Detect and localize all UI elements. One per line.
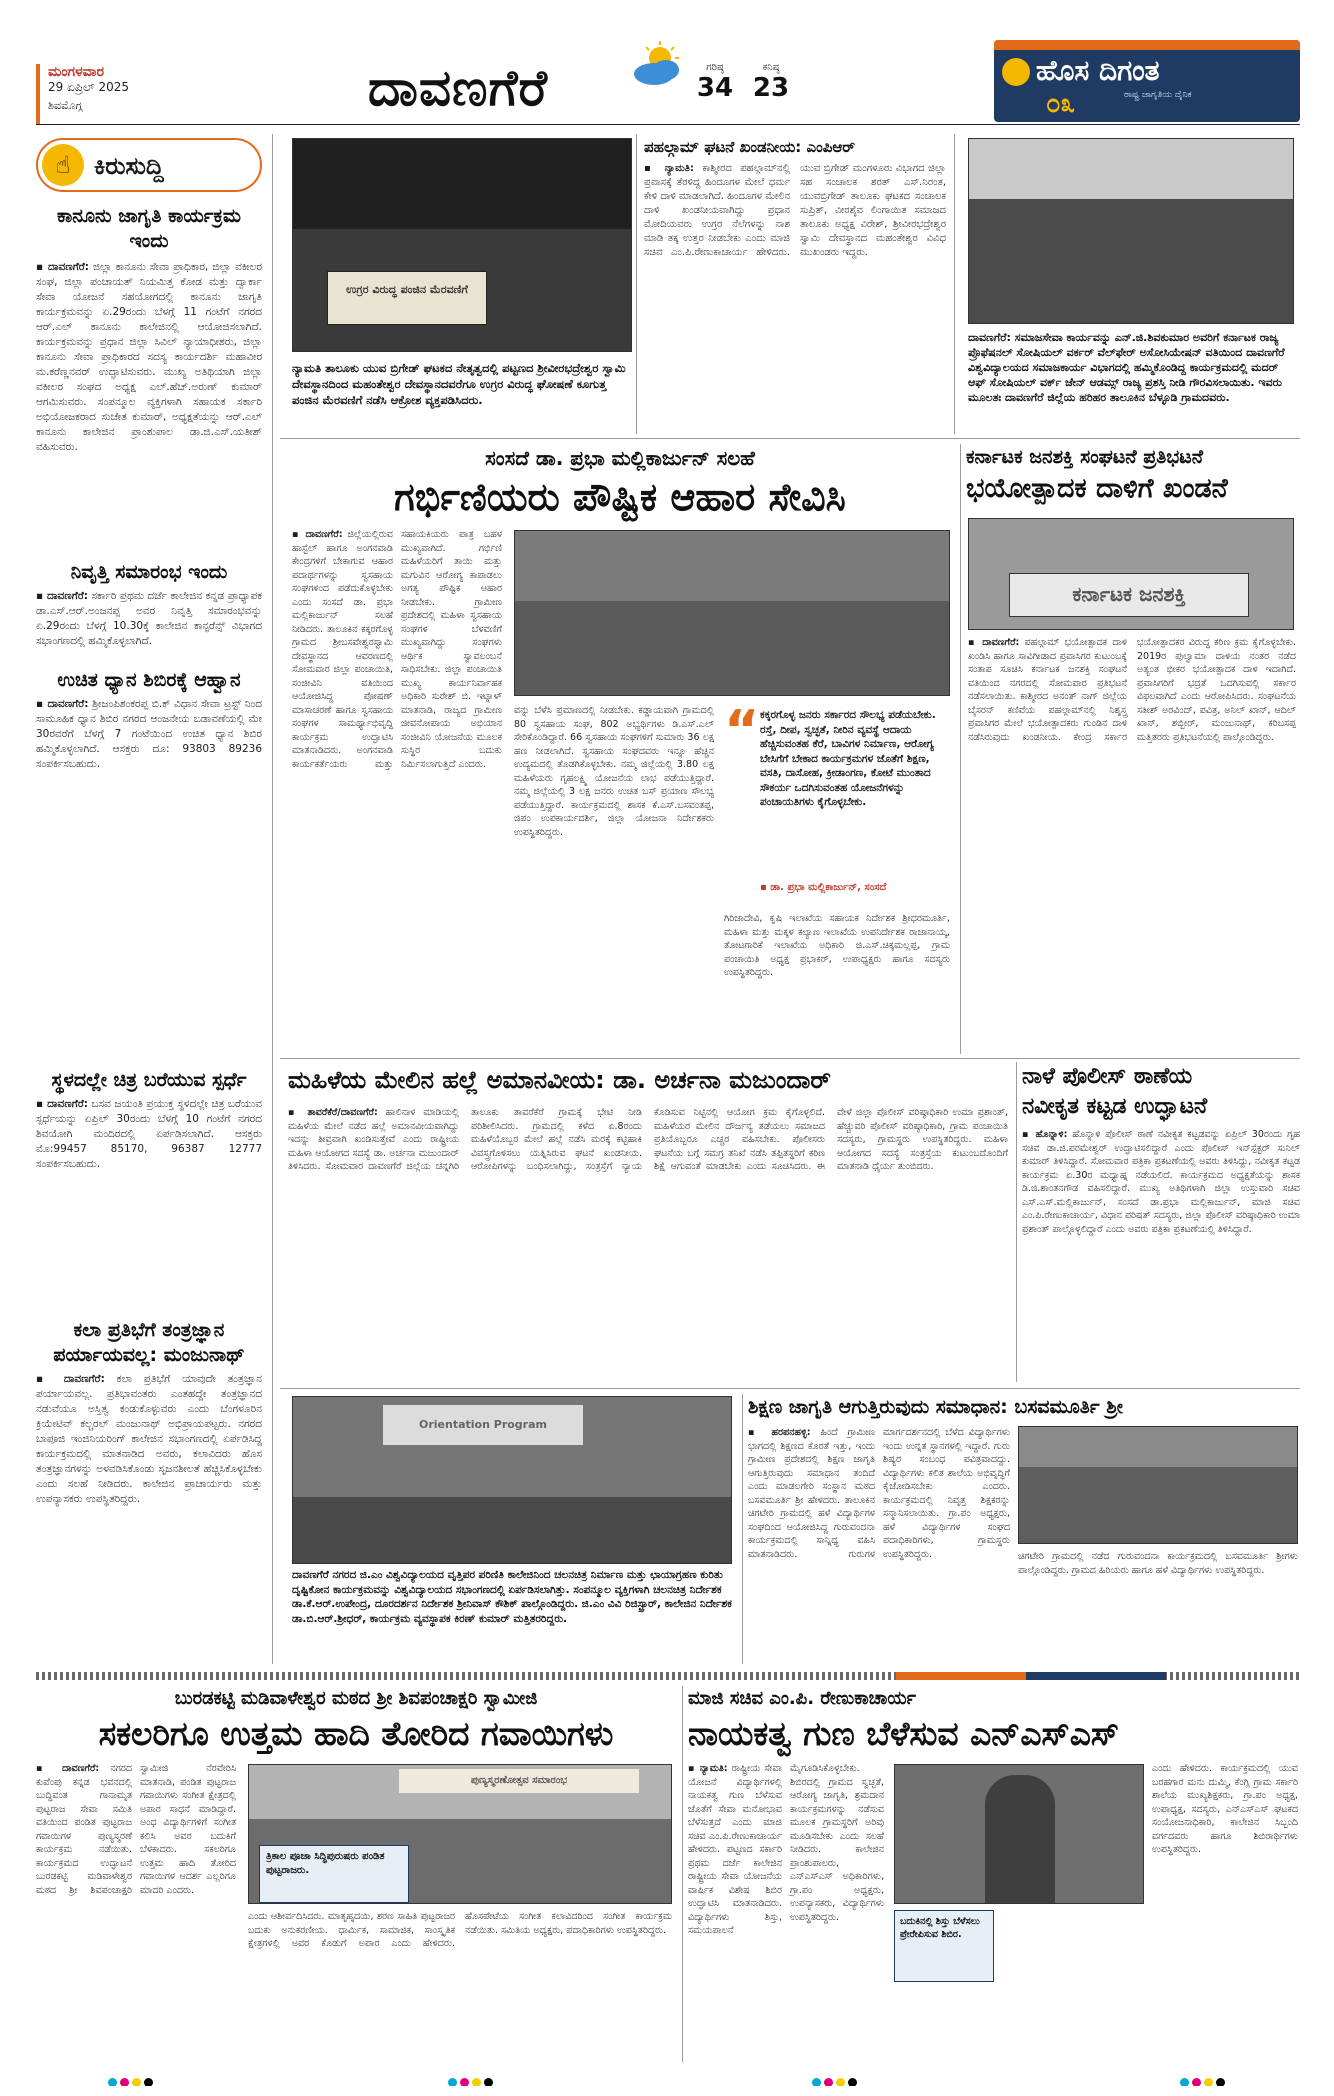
brief-2 xyxy=(36,560,262,660)
nutrition-text-1: ಜಿಲ್ಲೆಯಲ್ಲಿರುವ ಹಾಸ್ಟೆಲ್ ಹಾಗೂ ಅಂಗನವಾಡಿ ಕೇಂದ್ರಗಳಿಗೆ ಬೇಕಾಗುವ ಆಹಾರ ಪದಾರ್ಥಗಳನ್ನು ಸ್ವಸಹಾಯ ಸಂಘಗಳಿಂದ ಪಡೆದುಕೊಳ್ಳಬೇಕು ಎಂದು ಸಂಸದೆ ಡಾ. ಪ್ರಭಾ ಮಲ್ಲಿಕಾರ್ಜುನ್ ಸಲಹೆ ನೀಡಿದರು. ತಾಲೂಕಿನ ಕಕ್ಕರಗೊಳ್ಳ ಗ್ರಾಮದ ಶ್ರೀಬಸವೇಶ್ವರಸ್ವಾಮಿ ದೇವಸ್ಥಾನದ ಆವರಣದಲ್ಲಿ ಸೋಮವಾರ ಜಿಲ್ಲಾ ಪಂಚಾಯಿತಿ, ಸಂಜೀವಿನಿ ವತಿಯಿಂದ ಆಯೋಜಿಸಿದ್ದ ಪೋಷಣ್ ಮಾಸಾಚರಣೆ ಹಾಗೂ ಸ್ವಸಹಾಯ ಸಂಘಗಳ ಸಾಮರ್ಥ್ಯಾಭಿವೃದ್ಧಿ ಕಾರ್ಯಕ್ರಮ ಉದ್ಘಾಟಿಸಿ ಮಾತನಾಡಿದರು. ಅಂಗನವಾಡಿ ಕಾರ್ಯಕರ್ತೆಯರು ಮತ್ತು ಸಹಾಯಕಿಯರು ಪಾತ್ರ ಬಹಳ ಮುಖ್ಯವಾಗಿದೆ. ಗರ್ಭಿಣಿ ಮಹಿಳೆಯರಿಗೆ ತಾಯಿ ಮತ್ತು ಮಗುವಿನ ಆರೋಗ್ಯ ಕಾಪಾಡಲು ಅಗತ್ಯ ಪೌಷ್ಟಿಕ ಆಹಾರ ನೀಡಬೇಕು. ಗ್ರಾಮೀಣ ಪ್ರದೇಶದಲ್ಲಿ ಮಹಿಳಾ ಸ್ವಸಹಾಯ ಸಂಘಗಳ ಬೆಳವಣಿಗೆ ಮುಖ್ಯವಾಗಿದ್ದು ಸಂಘಗಳು ಆರ್ಥಿಕ ಸ್ವಾವಲಂಬನೆ ಸಾಧಿಸಬೇಕು. ಜಿಲ್ಲಾ ಪಂಚಾಯಿತಿ ಮುಖ್ಯ ಕಾರ್ಯನಿರ್ವಾಹಕ ಅಧಿಕಾರಿ ಸುರೇಶ್ ಬಿ. ಇಟ್ನಾಳ್ ಮಾತನಾಡಿ, ರಾಜ್ಯದ ಗ್ರಾಮೀಣ ಜೀವನೋಪಾಯ ಅಭಿಯಾನ ಸಂಜೀವಿನಿ ಯೋಜನೆಯ ಮೂಲಕ ಸುಸ್ಥಿರ ಬದುಕು ನಿರ್ಮಿಸಲಾಗುತ್ತಿದೆ ಎಂದರು. xyxy=(292,529,502,770)
nss-dateline: ▪ ನ್ಯಾಮತಿ: xyxy=(688,1763,728,1774)
gavayi-story xyxy=(36,1686,676,2062)
nss-inset xyxy=(894,1910,994,1982)
dot-magenta xyxy=(120,2078,129,2086)
brief-5-title: ಕಲಾ ಪ್ರತಿಭೆಗೆ ತಂತ್ರಜ್ಞಾನ ಪರ್ಯಾಯವಲ್ಲ: ಮಂಜುನಾಥ್ xyxy=(53,1319,245,1366)
dot-yellow xyxy=(836,2078,845,2086)
dot-black xyxy=(848,2078,857,2086)
shikshana-photo-people xyxy=(1019,1467,1298,1544)
min-temp-block xyxy=(746,62,796,122)
nutrition-quote-box xyxy=(724,706,950,906)
bottom-separator xyxy=(36,1672,1300,1680)
brief-4 xyxy=(36,1068,262,1308)
police-headline-1: ನಾಳೆ ಪೊಲೀಸ್ ಠಾಣೆಯ xyxy=(1022,1064,1193,1089)
weather-icon xyxy=(630,40,686,96)
nutrition-story xyxy=(284,444,956,1054)
gavayi-dateline: ▪ ದಾವಣಗೆರೆ: xyxy=(36,1763,99,1774)
brief-3-dateline: ▪ ದಾವಣಗೆರೆ: xyxy=(36,698,88,710)
divider-seminar xyxy=(742,1394,743,1664)
registration-marks-mid-left xyxy=(448,2072,508,2086)
nutrition-photo xyxy=(514,530,950,696)
brief-1 xyxy=(36,204,262,564)
nutrition-quote: ಕಕ್ಕರಗೊಳ್ಳ ಜನರು ಸರ್ಕಾರದ ಸೌಲಭ್ಯ ಪಡೆಯಬೇಕು. ರಸ್ತೆ, ದೀಪ, ಸ್ವಚ್ಛತೆ, ನೀರಿನ ವ್ಯವಸ್ಥೆ ಆದಾಯ ಹೆಚ್ಚಿಸುವಂತಹ ಕೆರೆ, ಬಾವಿಗಳ ನಿರ್ಮಾಣ, ಆರೋಗ್ಯ ಬೇಸಿಗೆಗೆ ಬೇಕಾದ ಕಾರ್ಯಕ್ರಮಗಳ ಜೊತೆಗೆ ಶಿಕ್ಷಣ, ವಸತಿ, ದಾಸೋಹ, ಕ್ರೀಡಾಂಗಣ, ಕೋಟೆ ಮುಂತಾದ ಸೌಕರ್ಯ ಒದಗಿಸುವಂತಹ ಯೋಜನೆಗಳನ್ನು ಪಂಚಾಯತಿಗಳು ಕೈಗೊಳ್ಳಬೇಕು. xyxy=(760,709,936,808)
divider-row-2 xyxy=(280,1058,1300,1059)
janashakti-dateline: ▪ ದಾವಣಗೆರೆ: xyxy=(968,637,1019,648)
pahalgam-body xyxy=(640,162,950,424)
divider-rally xyxy=(636,134,637,434)
pahalgam-dateline: ▪ ನ್ಯಾಮತಿ: xyxy=(644,163,694,174)
dot-yellow xyxy=(472,2078,481,2086)
lamp-icon xyxy=(1002,58,1030,86)
dot-magenta xyxy=(1192,2078,1201,2086)
divider-nutrition xyxy=(960,444,961,1054)
brief-5-body xyxy=(36,1372,262,1507)
divider-pahalgam xyxy=(954,134,955,434)
rally-torches xyxy=(293,139,632,229)
brief-1-dateline: ▪ ದಾವಣಗೆರೆ: xyxy=(36,261,89,273)
shikshana-headline: ಶಿಕ್ಷಣ ಜಾಗೃತಿ ಆಗುತ್ತಿರುವುದು ಸಮಾಧಾನ: ಬಸವಮೂರ್ತಿ ಶ್ರೀ xyxy=(748,1396,1123,1418)
brief-5-dateline: ▪ ದಾವಣಗೆರೆ: xyxy=(36,1373,105,1385)
brief-1-body xyxy=(36,260,262,455)
column-divider xyxy=(272,134,273,1664)
city-title: ದಾವಣಗೆರೆ xyxy=(368,59,548,117)
rally-photo xyxy=(292,138,632,352)
police-dateline: ▪ ಹೊನ್ನಾಳಿ: xyxy=(1022,1129,1067,1140)
hand-icon: ☝ xyxy=(42,144,84,186)
dot-cyan xyxy=(812,2078,821,2086)
rally-story xyxy=(284,134,636,434)
janashakti-headline-1: ಕರ್ನಾಟಕ ಜನಶಕ್ತಿ ಸಂಘಟನೆ ಪ್ರತಿಭಟನೆ xyxy=(966,446,1204,468)
day-label: ಮಂಗಳವಾರ xyxy=(48,64,105,80)
janashakti-photo xyxy=(968,518,1294,630)
shikshana-dateline: ▪ ಹರಪನಹಳ್ಳಿ: xyxy=(748,1427,811,1438)
brief-2-title: ನಿವೃತ್ತಿ ಸಮಾರಂಭ ಇಂದು xyxy=(70,561,228,583)
dot-black xyxy=(484,2078,493,2086)
dot-magenta xyxy=(460,2078,469,2086)
janashakti-headline-2: ಭಯೋತ್ಪಾದಕ ದಾಳಿಗೆ ಖಂಡನೆ xyxy=(966,473,1228,504)
brief-3-body xyxy=(36,697,262,772)
registration-marks-right xyxy=(1180,2072,1240,2086)
nutrition-body-1 xyxy=(292,528,502,1048)
brief-4-title: ಸ್ಥಳದಲ್ಲೇ ಚಿತ್ರ ಬರೆಯುವ ಸ್ಪರ್ಧೆ xyxy=(51,1069,247,1091)
gavayi-body-2 xyxy=(248,1910,672,2060)
gavayi-headline: ಸಕಲರಿಗೂ ಉತ್ತಮ ಹಾದಿ ತೋರಿದ ಗವಾಯಿಗಳು xyxy=(98,1714,614,1753)
police-headline-2: ನವೀಕೃತ ಕಟ್ಟಡ ಉದ್ಘಾಟನೆ xyxy=(1022,1094,1208,1119)
seminar-screen xyxy=(383,1405,583,1445)
police-body xyxy=(1022,1128,1300,1374)
brief-1-text: ಜಿಲ್ಲಾ ಕಾನೂನು ಸೇವಾ ಪ್ರಾಧಿಕಾರ, ಜಿಲ್ಲಾ ವಕೀಲರ ಸಂಘ, ಜಿಲ್ಲಾ ಪಂಚಾಯತ್ ನಿಯಮಿತ್ತ ಕೋಡ ಮತ್ತು ದ್ವಾರ್ಕಾ ಸೇವಾ ಯೋಜನೆ ಸಹಯೋಗದಲ್ಲಿ ಕಾನೂನು ಜಾಗೃತಿ ಕಾರ್ಯಕ್ರಮವನ್ನು ಏ.29ರಂದು ಬೆಳಗ್ಗೆ 11 ಗಂಟೆಗೆ ನಗರದ ಆರ್.ಎಲ್ ಕಾನೂನು ಕಾಲೇಜಿನಲ್ಲಿ ಆಯೋಜಿಸಲಾಗಿದೆ. ಕಾರ್ಯಕ್ರಮವನ್ನು ಪ್ರಧಾನ ಜಿಲ್ಲಾ ಸಿವಿಲ್ ನ್ಯಾಯಾಧೀಶರು, ಜಿಲ್ಲಾ ಕಾನೂನು ಸೇವಾ ಪ್ರಾಧಿಕಾರದ ಸದಸ್ಯ ಕಾರ್ಯದರ್ಶಿ ಮಹಾವೀರ ಮ.ಕರೆಣ್ಣನವರ್ ಉದ್ಘಾಟಿಸುವರು. ಮುಖ್ಯ ಅತಿಥಿಯಾಗಿ ಜಿಲ್ಲಾ ವಕೀಲರ ಸಂಘದ ಅಧ್ಯಕ್ಷ ಎಲ್.ಹೆಚ್.ಅರುಣ್ ಕುಮಾರ್ ಆಗಮಿಸುವರು. ಸಂಪನ್ಮೂಲ ವ್ಯಕ್ತಿಗಳಾಗಿ ಸಹಾಯಕ ಸರ್ಕಾರಿ ಅಭಿಯೋಜಕರಾದ ಸುಚೇತ ಕುಮಾರ್, ಅಧ್ಯಕ್ಷತೆಯನ್ನು ಆರ್.ಎಲ್ ಕಾನೂನು ಕಾಲೇಜಿನ ಪ್ರಾಂಶುಪಾಲ ಡಾ.ಜಿ.ಎಸ್.ಯತೀಶ್ ವಹಿಸುವರು. xyxy=(36,261,262,453)
dot-black xyxy=(144,2078,153,2086)
nss-story xyxy=(688,1686,1300,2062)
divider-row-3 xyxy=(280,1388,1300,1389)
dot-yellow xyxy=(1204,2078,1213,2086)
kiru-suddi-column xyxy=(36,134,262,1664)
divider-row-1 xyxy=(280,438,1300,439)
janashakti-text: ಪಹಲ್ಗಾಮ್ ಭಯೋತ್ಪಾದಕ ದಾಳಿ ಖಂಡಿಸಿ ಹಾಗೂ ಸಾವಿಗೀಡಾದ ಪ್ರವಾಸಿಗರ ಕುಟುಂಬಕ್ಕೆ ಸಂತಾಪ ಸೂಚಿಸಿ ಕರ್ನಾಟಕ ಜನಶಕ್ತಿ ಸಂಘಟನೆ ವತಿಯಿಂದ ನಗರದಲ್ಲಿ ಸೋಮವಾರ ಪ್ರತಿಭಟನೆ ನಡೆಸಲಾಯಿತು. ಕಾಶ್ಮೀರದ ಅನಂತ್ ನಾಗ್ ಜಿಲ್ಲೆಯ ಬೈಸರನ್ ಕಣಿವೆಯ ಪಹಲ್ಗಾಮ್‌ನಲ್ಲಿ ನಿಶ್ಶಸ್ತ್ರ ಪ್ರವಾಸಿಗರ ಮೇಲೆ ಭಯೋತ್ಪಾದಕರು ಗುಂಡಿನ ದಾಳಿ ನಡೆಸಿರುವುದು ಖಂಡನೀಯ. ಕೇಂದ್ರ ಸರ್ಕಾರ ಭಯೋತ್ಪಾದಕರ ವಿರುದ್ಧ ಕಠಿಣ ಕ್ರಮ ಕೈಗೊಳ್ಳಬೇಕು. 2019ರ ಪುಲ್ವಾಮಾ ದಾಳಿಯ ನಂತರ ನಡೆದ ಅತ್ಯಂತ ಭೀಕರ ಭಯೋತ್ಪಾದಕ ದಾಳಿ ಇದಾಗಿದೆ. ಪ್ರವಾಸಿಗರಿಗೆ ಭದ್ರತೆ ಒದಗಿಸುವಲ್ಲಿ ಸರ್ಕಾರ ವಿಫಲವಾಗಿದೆ ಎಂದು ಆರೋಪಿಸಿದರು. ಸಂಘಟನೆಯ ಸತೀಶ್ ಅರವಿಂದ್, ಪವಿತ್ರ, ಅನಿಲ್ ಖಾನ್, ಆದಿಲ್ ಖಾನ್, ಶಬ್ಬೀರ್, ಮಂಜುನಾಥ್, ಕರಿಬಸಪ್ಪ ಮತ್ತಿತರರು ಪ್ರತಿಭಟನೆಯಲ್ಲಿ ಪಾಲ್ಗೊಂಡಿದ್ದರು. xyxy=(968,637,1296,743)
gavayi-text-2: ಎಂದು ಆಶೀರ್ವದಿಸಿದರು. ಮಾತೃಹೃದಯಿ, ಶರಣ ಸಾಹಿತಿ ಪುಟ್ಟರಾಜರ ಬದುಕು ಅನುಕರಣೀಯ. ಧಾರ್ಮಿಕ, ಸಾಮಾಜಿಕ, ಸಾಂಸ್ಕೃತಿಕ ಕ್ಷೇತ್ರಗಳಲ್ಲಿ ಅವರ ಕೊಡುಗೆ ಅಪಾರ ಎಂದು ಹೇಳಿದರು. ಹೊಸಪೇಟೆಯ ಸಂಗೀತ ಕಲಾವಿದರಿಂದ ಸಂಗೀತ ಕಾರ್ಯಕ್ರಮ ನಡೆಯಿತು. ಸಮಿತಿಯ ಅಧ್ಯಕ್ಷರು, ಪದಾಧಿಕಾರಿಗಳು ಉಪಸ್ಥಿತರಿದ್ದರು. xyxy=(248,1911,672,1949)
dot-cyan xyxy=(108,2078,117,2086)
dot-black xyxy=(1216,2078,1225,2086)
gavayi-stage-text: ಪುಣ್ಯಸ್ಮರಣೋತ್ಸವ ಸಮಾರಂಭ xyxy=(470,1775,568,1786)
pahalgam-story xyxy=(640,134,950,434)
nss-text: ರಾಷ್ಟ್ರೀಯ ಸೇವಾ ಯೋಜನೆ ವಿದ್ಯಾರ್ಥಿಗಳಲ್ಲಿ ನಾಯಕತ್ವ ಗುಣ ಬೆಳೆಸುವ ಜೊತೆಗೆ ಸೇವಾ ಮನೋಭಾವ ಬೆಳೆಸುತ್ತದೆ ಎಂದು ಮಾಜಿ ಸಚಿವ ಎಂ.ಪಿ.ರೇಣುಕಾಚಾರ್ಯ ಹೇಳಿದರು. ಪಟ್ಟಣದ ಸರ್ಕಾರಿ ಪ್ರಥಮ ದರ್ಜೆ ಕಾಲೇಜಿನ ರಾಷ್ಟ್ರೀಯ ಸೇವಾ ಯೋಜನೆಯ ವಾರ್ಷಿಕ ವಿಶೇಷ ಶಿಬಿರ ಉದ್ಘಾಟಿಸಿ ಮಾತನಾಡಿದರು. ವಿದ್ಯಾರ್ಥಿಗಳು ಶಿಸ್ತು, ಸಮಯಪಾಲನೆ ಮೈಗೂಡಿಸಿಕೊಳ್ಳಬೇಕು. ಶಿಬಿರದಲ್ಲಿ ಗ್ರಾಮದ ಸ್ವಚ್ಛತೆ, ಆರೋಗ್ಯ ಜಾಗೃತಿ, ಶ್ರಮದಾನ ಕಾರ್ಯಕ್ರಮಗಳನ್ನು ನಡೆಸುವ ಮೂಲಕ ಗ್ರಾಮಸ್ಥರಿಗೆ ಅರಿವು ಮೂಡಿಸಬೇಕು ಎಂದು ಸಲಹೆ ನೀಡಿದರು. ಕಾಲೇಜಿನ ಪ್ರಾಂಶುಪಾಲರು, ಎನ್‌ಎಸ್‌ಎಸ್ ಅಧಿಕಾರಿಗಳು, ಗ್ರಾ.ಪಂ ಅಧ್ಯಕ್ಷರು, ಉಪನ್ಯಾಸಕರು, ವಿದ್ಯಾರ್ಥಿಗಳು ಉಪಸ್ಥಿತರಿದ್ದರು. xyxy=(688,1763,884,1936)
mahile-story xyxy=(284,1062,1010,1382)
shikshana-photo xyxy=(1018,1426,1298,1544)
janashakti-banner-text: ಕರ್ನಾಟಕ ಜನಶಕ್ತಿ xyxy=(1072,582,1186,606)
dot-magenta xyxy=(824,2078,833,2086)
nss-speaker xyxy=(985,1775,1055,1904)
nutrition-quote-by: ▪ ಡಾ. ಪ್ರಭಾ ಮಲ್ಲಿಕಾರ್ಜುನ್, ಸಂಸದೆ xyxy=(760,882,887,893)
pahalgam-headline: ಪಹಲ್ಗಾಮ್ ಘಟನೆ ಖಂಡನೀಯ: ಎಂಪಿಆರ್ xyxy=(644,138,856,156)
mahile-dateline: ▪ ತಾವರೆಕೆರೆ/ದಾವಣಗೆರೆ: xyxy=(288,1107,378,1118)
paper-tagline: ರಾಷ್ಟ್ರ ಜಾಗೃತಿಯ ದೈನಿಕ xyxy=(1124,90,1192,100)
award-caption: ದಾವಣಗೆರೆ: ಸಮಾಜಸೇವಾ ಕಾರ್ಯವನ್ನು ಎನ್.ಜಿ.ಶಿವಕುಮಾರ ಅವರಿಗೆ ಕರ್ನಾಟಕ ರಾಜ್ಯ ಪ್ರೊಫೆಷನಲ್ ಸೋಷಿಯಲ್ ವರ್ಕರ್ ವೆಲ್‌ಫೇರ್ ಅಸೋಸಿಯೇಷನ್ ವತಿಯಿಂದ ದಾವಣಗೆರೆ ವಿಶ್ವವಿದ್ಯಾಲಯದ ಸಮಾಜಕಾರ್ಯ ವಿಭಾಗದಲ್ಲಿ ಹಮ್ಮಿಕೊಂಡಿದ್ದ ಕಾರ್ಯಕ್ರಮದಲ್ಲಿ ಮದರ್ ಆಫ್ ಸೋಷಿಯಲ್ ವರ್ಕ್ ಜೇನ್ ಆಡಮ್ಸ್ ರಾಜ್ಯ ಪ್ರಶಸ್ತಿ ನೀಡಿ ಗೌರವಿಸಲಾಯಿತು. ಇವರು ಮೂಲತಃ ದಾವಣಗೆರೆ ಜಿಲ್ಲೆಯ ಹರಿಹರ ತಾಲೂಕಿನ ಬೆಳ್ಳೂಡಿ ಗ್ರಾಮದವರು. xyxy=(968,331,1285,404)
gavayi-kicker: ಬುರಡಕಟ್ಟಿ ಮಡಿವಾಳೇಶ್ವರ ಮಠದ ಶ್ರೀ ಶಿವಪಂಚಾಕ್ಷರಿ ಸ್ವಾಮೀಜಿ xyxy=(174,1688,538,1709)
divider-gavayi xyxy=(682,1686,683,2062)
brief-5 xyxy=(36,1318,262,1664)
nutrition-headline: ಗರ್ಭಿಣಿಯರು ಪೌಷ್ಟಿಕ ಆಹಾರ ಸೇವಿಸಿ xyxy=(394,475,846,519)
seminar-story xyxy=(284,1394,736,1664)
dot-cyan xyxy=(1180,2078,1189,2086)
kiru-suddi-label: ಕಿರುಸುದ್ದಿ xyxy=(94,152,164,180)
mahile-headline: ಮಹಿಳೆಯ ಮೇಲಿನ ಹಲ್ಲೆ ಅಮಾನವೀಯ: ಡಾ. ಅರ್ಚನಾ ಮಜುಂದಾರ್ xyxy=(288,1066,831,1094)
shikshana-caption: ಚಿಗಟೇರಿ ಗ್ರಾಮದಲ್ಲಿ ನಡೆದ ಗುರುವಂದನಾ ಕಾರ್ಯಕ್ರಮದಲ್ಲಿ ಬಸವಮೂರ್ತಿ ಶ್ರೀಗಳು ಪಾಲ್ಗೊಂಡಿದ್ದರು. ಗ್ರಾಮದ ಹಿರಿಯರು ಹಾಗೂ ಹಳೆ ವಿದ್ಯಾರ್ಥಿಗಳು ಉಪಸ್ಥಿತರಿದ್ದರು. xyxy=(1018,1551,1298,1576)
brief-3-title: ಉಚಿತ ಧ್ಯಾನ ಶಿಬಿರಕ್ಕೆ ಆಹ್ವಾನ xyxy=(57,669,241,691)
seminar-photo xyxy=(292,1396,732,1564)
rally-banner xyxy=(327,271,487,325)
masthead-rule xyxy=(36,124,1300,125)
registration-marks-left xyxy=(108,2072,168,2086)
brief-4-text: ಬಸವ ಜಯಂತಿ ಪ್ರಯುಕ್ತ ಸ್ಥಳದಲ್ಲೇ ಚಿತ್ರ ಬರೆಯುವ ಸ್ಪರ್ಧೆಯನ್ನು ಏಪ್ರಿಲ್ 30ರಂದು ಬೆಳಗ್ಗೆ 10 ಗಂಟೆಗೆ ನಗರದ ಶಿವಯೋಗಿ ಮಂದಿರದಲ್ಲಿ ಏರ್ಪಡಿಸಲಾಗಿದೆ. ಆಸಕ್ತರು ಮೊ:99457 85170, 96387 12777 ಸಂಪರ್ಕಿಸಬಹುದು. xyxy=(36,1098,262,1170)
kiru-suddi-badge xyxy=(36,138,262,192)
masthead xyxy=(0,0,1334,125)
nss-text-2: ಎಂದು ಹೇಳಿದರು. ಕಾರ್ಯಕ್ರಮದಲ್ಲಿ ಯುವ ಬರಹಗಾರ ಮನು ದುಮ್ಮಿ, ಕೆಂಗ್ಲಿ ಗ್ರಾಮ ಸರ್ಕಾರಿ ಶಾಲೆಯ ಮುಖ್ಯಶಿಕ್ಷಕರು, ಗ್ರಾ.ಪಂ ಅಧ್ಯಕ್ಷ, ಉಪಾಧ್ಯಕ್ಷ, ಸದಸ್ಯರು, ಎನ್‌ಎಸ್‌ಎಸ್ ಘಟಕದ ಸಂಯೋಜನಾಧಿಕಾರಿ, ಕಾಲೇಜಿನ ಸಿಬ್ಬಂದಿ ವರ್ಗದವರು ಹಾಗೂ ಶಿಬಿರಾರ್ಥಿಗಳು ಉಪಸ್ಥಿತರಿದ್ದರು. xyxy=(1152,1763,1298,1855)
separator-accent-2 xyxy=(1026,1672,1166,1680)
divider-mahile xyxy=(1016,1062,1017,1382)
nutrition-text-3: ಗಿರಿಜಾದೇವಿ, ಕೃಷಿ ಇಲಾಖೆಯ ಸಹಾಯಕ ನಿರ್ದೇಶಕ ಶ್ರೀಧರಮೂರ್ತಿ, ಮಹಿಳಾ ಮತ್ತು ಮಕ್ಕಳ ಕಲ್ಯಾಣ ಇಲಾಖೆಯ ಉಪನಿರ್ದೇಶಕ ರಾಜಾನಾಯ್ಕ, ತೋಟಗಾರಿಕೆ ಇಲಾಖೆಯ ಅಧಿಕಾರಿ ಜಿ.ಎಸ್.ಚಿಕ್ಕಮಲ್ಲಪ್ಪ, ಗ್ರಾಮ ಪಂಚಾಯಿತಿ ಅಧ್ಯಕ್ಷ ಪ್ರಭಾಕರ್, ಉಪಾಧ್ಯಕ್ಷರು ಹಾಗೂ ಸದಸ್ಯರು ಉಪಸ್ಥಿತರಿದ್ದರು. xyxy=(724,913,950,978)
award-story xyxy=(960,134,1300,434)
quote-icon: “ xyxy=(724,706,760,746)
brief-3-text: ಶ್ರೀಜಂಪಿಶಂಕರಪ್ಪ ಬಿ.ಕ್ ವಿಧಾನ ಸೇವಾ ಟ್ರಸ್ಟ್ ನಿಂದ ಸಾಮೂಹಿಕ ಧ್ಯಾನ ಶಿಬಿರ ನಗರದ ಆಂಜನೇಯ ಬಡಾವಣೆಯಲ್ಲಿ ಮೇ 30ರವರೆಗೆ ಬೆಳಗ್ಗೆ 7 ಗಂಟೆಯಿಂದ ಉಚಿತ ಧ್ಯಾನ ಶಿಬಿರ ಹಮ್ಮಿಕೊಳ್ಳಲಾಗಿದೆ. ಆಸಕ್ತರು ದೂ: 93803 89236 ಸಂಪರ್ಕಿಸಬಹುದು. xyxy=(36,698,262,770)
page-number: ೦೩ xyxy=(1046,89,1076,119)
brief-1-title: ಕಾನೂನು ಜಾಗೃತಿ ಕಾರ್ಯಕ್ರಮ ಇಂದು xyxy=(57,205,241,252)
place-label: ಶಿವಮೊಗ್ಗ xyxy=(48,99,83,112)
police-text: ಹೊನ್ನಾಳಿ ಪೊಲೀಸ್ ಠಾಣೆ ನವೀಕೃತ ಕಟ್ಟಡವನ್ನು ಏಪ್ರಿಲ್ 30ರಂದು ಗೃಹ ಸಚಿವ ಡಾ.ಜಿ.ಪರಮೇಶ್ವರ್ ಉದ್ಘಾಟಿಸಲಿದ್ದಾರೆ ಎಂದು ಪೊಲೀಸ್ ಇನ್‌ಸ್ಪೆಕ್ಟರ್ ಸುನಿಲ್ ಕುಮಾರ್ ತಿಳಿಸಿದ್ದಾರೆ. ಸೋಮವಾರ ಪತ್ರಿಕಾ ಪ್ರಕಟಣೆಯಲ್ಲಿ ಅವರು ತಿಳಿಸಿದ್ದು, ನವೀಕೃತ ಕಟ್ಟಡ ಕಾರ್ಯಕ್ರಮ ಏ.30ರ ಮಧ್ಯಾಹ್ನ ನಡೆಯಲಿದೆ. ಕಾರ್ಯಕ್ರಮದ ಅಧ್ಯಕ್ಷತೆಯನ್ನು ಶಾಸಕ ಡಿ.ಜಿ.ಶಾಂತನಗೌಡ ವಹಿಸಲಿದ್ದಾರೆ. ಮುಖ್ಯ ಅತಿಥಿಗಳಾಗಿ ಜಿಲ್ಲಾ ಉಸ್ತುವಾರಿ ಸಚಿವ ಎಸ್.ಎಸ್.ಮಲ್ಲಿಕಾರ್ಜುನ್, ಸಂಸದೆ ಡಾ.ಪ್ರಭಾ ಮಲ್ಲಿಕಾರ್ಜುನ್, ಮಾಜಿ ಸಚಿವ ಎಂ.ಪಿ.ರೇಣುಕಾಚಾರ್ಯ, ವಿಧಾನ ಪರಿಷತ್ ಸದಸ್ಯರು, ಜಿಲ್ಲಾ ಪೊಲೀಸ್ ವರಿಷ್ಠಾಧಿಕಾರಿ ಉಮಾ ಪ್ರಶಾಂತ್ ಪಾಲ್ಗೊಳ್ಳಲಿದ್ದಾರೆ ಎಂದು ಅವರು ಪತ್ರಿಕಾ ಪ್ರಕಟಣೆಯಲ್ಲಿ ತಿಳಿಸಿದ್ದಾರೆ. xyxy=(1022,1129,1300,1235)
nutrition-photo-crowd xyxy=(515,601,950,696)
award-people xyxy=(969,199,1294,324)
dot-yellow xyxy=(132,2078,141,2086)
dot-cyan xyxy=(448,2078,457,2086)
rally-banner-text: ಉಗ್ರರ ವಿರುದ್ಧ ಪಂಜಿನ ಮೆರವಣಿಗೆ xyxy=(346,283,468,296)
gavayi-inset-text: ತ್ರಿಕಾಲ ಪೂಜಾ ಸಿದ್ಧಿಪುರುಷರು ಪಂಡಿತ ಪುಟ್ಟರಾಜರು. xyxy=(266,1851,385,1876)
nutrition-quote-author: ಡಾ. ಪ್ರಭಾ ಮಲ್ಲಿಕಾರ್ಜುನ್, ಸಂಸದೆ xyxy=(770,882,887,893)
police-story xyxy=(1022,1062,1300,1382)
nutrition-body-3 xyxy=(724,912,950,1048)
brief-5-text: ಕಲಾ ಪ್ರತಿಭೆಗೆ ಯಾವುದೇ ತಂತ್ರಜ್ಞಾನ ಪರ್ಯಾಯವಲ್ಲ. ಪ್ರತಿಭಾವಂತರು ಎಂತಹದ್ದೇ ತಂತ್ರಜ್ಞಾನದ ನಡುವೆಯೂ ಅಸ್ತಿತ್ವ ಕಂಡುಕೊಳ್ಳುವರು ಎಂದು ಬೆಂಗಳೂರಿನ ಕ್ರಿಯೇಟಿವ್ ಕಲ್ಚರಲ್ ಮಂಜುನಾಥ್ ಅಭಿಪ್ರಾಯಪಟ್ಟರು. ನಗರದ ಬಾಪೂಜಿ ಇಂಜಿನಿಯರಿಂಗ್ ಕಾಲೇಜಿನ ಸಭಾಂಗಣದಲ್ಲಿ ಏರ್ಪಡಿಸಿದ್ದ ಕಾರ್ಯಕ್ರಮದಲ್ಲಿ ಮಾತನಾಡಿದ ಅವರು, ಕಲಾವಿದರು ಹೊಸ ತಂತ್ರಜ್ಞಾನಗಳನ್ನು ಅಳವಡಿಸಿಕೊಂಡು ಸೃಜನಶೀಲತೆ ಹೆಚ್ಚಿಸಿಕೊಳ್ಳಬೇಕು ಎಂದು ಸಲಹೆ ನೀಡಿದರು. ಕಾಲೇಜಿನ ಪ್ರಾಚಾರ್ಯರು ಮತ್ತು ಉಪನ್ಯಾಸಕರು ಉಪಸ್ಥಿತರಿದ್ದರು. xyxy=(36,1373,262,1505)
nss-kicker: ಮಾಜಿ ಸಚಿವ ಎಂ.ಪಿ. ರೇಣುಕಾಚಾರ್ಯ xyxy=(688,1688,916,1709)
gavayi-inset xyxy=(259,1845,409,1903)
min-temp-label: ಕನಿಷ್ಠ xyxy=(762,62,780,73)
min-temp-value: 23 xyxy=(752,73,790,103)
nutrition-dateline: ▪ ದಾವಣಗೆರೆ: xyxy=(292,529,343,540)
nutrition-body-2 xyxy=(514,704,714,1048)
nutrition-text-2: ವನ್ನು ಬೆಳೆಸಿ ಪ್ರಮಾಣದಲ್ಲಿ ನೀಡಬೇಕು. ಕಡ್ಡಾಯವಾಗಿ ಗ್ರಾಮದಲ್ಲಿ 80 ಸ್ವಸಹಾಯ ಸಂಘ, 802 ಅಭ್ಯರ್ಥಿಗಳು ಡಿ.ಎಸ್.ಎಲ್ ಸೇರಿಕೊಂಡಿದ್ದಾರೆ. 66 ಸ್ವಸಹಾಯ ಸಂಘಗಳಿಗೆ ಸುಮಾರು 36 ಲಕ್ಷ ಹಣ ನೀಡಲಾಗಿದೆ. ಸ್ವಸಹಾಯ ಸಂಘದವರು ಇನ್ನೂ ಹೆಚ್ಚಿನ ಉದ್ಯಮದಲ್ಲಿ ತೊಡಗಿಕೊಳ್ಳಬೇಕು. ನಮ್ಮ ಜಿಲ್ಲೆಯಲ್ಲಿ 3.80 ಲಕ್ಷ ಮಹಿಳೆಯರು ಗೃಹಲಕ್ಷ್ಮಿ ಯೋಜನೆಯ ಲಾಭ ಪಡೆಯುತ್ತಿದ್ದಾರೆ. ನಮ್ಮ ಜಿಲ್ಲೆಯಲ್ಲಿ 3 ಲಕ್ಷ ಜನರು ಉಚಿತ ಬಸ್ ಪ್ರಯಾಣ ಸೌಲಭ್ಯ ಪಡೆಯುತ್ತಿದ್ದಾರೆ. ಕಾರ್ಯಕ್ರಮದಲ್ಲಿ ಶಾಸಕ ಕೆ.ಎಸ್.ಬಸವಂತಪ್ಪ, ಜಿಪಂ ಉಪಕಾರ್ಯದರ್ಶಿ, ಜಿಲ್ಲಾ ಯೋಜನಾ ನಿರ್ದೇಶಕರು ಉಪಸ್ಥಿತರಿದ್ದರು. xyxy=(514,705,714,838)
gavayi-photo xyxy=(248,1764,672,1904)
brief-2-text: ಸರ್ಕಾರಿ ಪ್ರಥಮ ದರ್ಜೆ ಕಾಲೇಜಿನ ಕನ್ನಡ ಪ್ರಾಧ್ಯಾಪಕ ಡಾ.ಎಸ್.ಆರ್.ಅಂಜನಪ್ಪ ಅವರ ನಿವೃತ್ತಿ ಸಮಾರಂಭವನ್ನು ಏ.29ರಂದು ಬೆಳಗ್ಗೆ 10.30ಕ್ಕೆ ಕಾಲೇಜಿನ ಕಾನ್ಫರೆನ್ಸ್ ವಿಭಾಗದ ಸಭಾಂಗಣದಲ್ಲಿ ಹಮ್ಮಿಕೊಳ್ಳಲಾಗಿದೆ. xyxy=(36,590,262,647)
janashakti-story xyxy=(966,444,1300,1054)
brief-4-body xyxy=(36,1097,262,1172)
gavayi-banner xyxy=(399,1769,639,1793)
paper-name: ಹೊಸ ದಿಗಂತ xyxy=(1036,54,1160,87)
nss-body xyxy=(688,1762,884,2060)
separator-accent xyxy=(896,1672,1026,1680)
max-temp-label: ಗರಿಷ್ಠ xyxy=(706,62,724,73)
brief-2-dateline: ▪ ದಾವಣಗೆರೆ: xyxy=(36,590,88,602)
shikshana-text: ಹಿಂದೆ ಗ್ರಾಮೀಣ ಭಾಗದಲ್ಲಿ ಶಿಕ್ಷಣದ ಕೊರತೆ ಇತ್ತು, ಇಂದು ಗ್ರಾಮೀಣ ಪ್ರದೇಶದಲ್ಲಿ ಶಿಕ್ಷಣ ಜಾಗೃತಿ ಆಗುತ್ತಿರುವುದು ಸಮಾಧಾನ ತಂದಿದೆ ಎಂದು ಮಾಡಲಗೇರಿ ಸಂಸ್ಥಾನ ಮಠದ ಬಸವಮೂರ್ತಿ ಶ್ರೀ ಹೇಳಿದರು. ತಾಲೂಕಿನ ಚಿಗಟೇರಿ ಗ್ರಾಮದಲ್ಲಿ ಹಳೆ ವಿದ್ಯಾರ್ಥಿಗಳ ಸಂಘದಿಂದ ಆಯೋಜಿಸಿದ್ದ ಗುರುವಂದನಾ ಕಾರ್ಯಕ್ರಮದಲ್ಲಿ ಸಾನ್ನಿಧ್ಯ ವಹಿಸಿ ಮಾತನಾಡಿದರು. ಗುರುಗಳ ಮಾರ್ಗದರ್ಶನದಲ್ಲಿ ಬೆಳೆದ ವಿದ್ಯಾರ್ಥಿಗಳು ಇಂದು ಉನ್ನತ ಸ್ಥಾನಗಳಲ್ಲಿ ಇದ್ದಾರೆ. ಗುರು ಶಿಷ್ಯರ ಸಂಬಂಧ ಪವಿತ್ರವಾದದ್ದು. ವಿದ್ಯಾರ್ಥಿಗಳು ಕಲಿತ ಶಾಲೆಯ ಅಭಿವೃದ್ಧಿಗೆ ಕೈಜೋಡಿಸಬೇಕು ಎಂದರು. ಕಾರ್ಯಕ್ರಮದಲ್ಲಿ ನಿವೃತ್ತ ಶಿಕ್ಷಕರನ್ನು ಸನ್ಮಾನಿಸಲಾಯಿತು. ಗ್ರಾ.ಪಂ ಅಧ್ಯಕ್ಷರು, ಹಳೆ ವಿದ್ಯಾರ್ಥಿಗಳ ಸಂಘದ ಪದಾಧಿಕಾರಿಗಳು, ಗ್ರಾಮಸ್ಥರು ಉಪಸ್ಥಿತರಿದ್ದರು. xyxy=(748,1427,1010,1560)
logo-accent xyxy=(994,40,1300,50)
gavayi-text: ನಗರದ ಕುವೆಂಪು ಕನ್ನಡ ಭವನದಲ್ಲಿ ಬುದ್ಧಿವಂತ ಗಾನಾಮೃತ ಪುಟ್ಟರಾಜ ಸೇವಾ ಸಮಿತಿ ವತಿಯಿಂದ ಪಂಡಿತ ಪುಟ್ಟರಾಜ ಗವಾಯಿಗಳ ಪುಣ್ಯಸ್ಮರಣೆ ಕಾರ್ಯಕ್ರಮ ನಡೆಯಿತು. ಕಾರ್ಯಕ್ರಮದ ಉದ್ಘಾಟನೆ ಬುರಡಕಟ್ಟಿ ಮಡಿವಾಳೇಶ್ವರ ಮಠದ ಶ್ರೀ ಶಿವಪಂಚಾಕ್ಷರಿ ಸ್ವಾಮೀಜಿ ನೆರವೇರಿಸಿ ಮಾತನಾಡಿ, ಪಂಡಿತ ಪುಟ್ಟರಾಜ ಗವಾಯಿಗಳು ಸಂಗೀತ ಕ್ಷೇತ್ರದಲ್ಲಿ ಅಪಾರ ಸಾಧನೆ ಮಾಡಿದ್ದಾರೆ. ಅಂಧ ವಿದ್ಯಾರ್ಥಿಗಳಿಗೆ ಸಂಗೀತ ಕಲಿಸಿ ಅವರ ಬದುಕಿಗೆ ಬೆಳಕಾದರು. ಸಕಲರಿಗೂ ಉತ್ತಮ ಹಾದಿ ತೋರಿದ ಗವಾಯಿಗಳ ಆದರ್ಶ ಎಲ್ಲರಿಗೂ ಮಾದರಿ ಎಂದರು. xyxy=(36,1763,236,1896)
nss-headline: ನಾಯಕತ್ವ ಗುಣ ಬೆಳೆಸುವ ಎನ್‌ಎಸ್‌ಎಸ್ xyxy=(688,1714,1120,1753)
max-temp-block xyxy=(690,62,740,122)
nss-body-2 xyxy=(1152,1762,1298,2060)
janashakti-banner xyxy=(1009,573,1249,617)
rally-caption: ನ್ಯಾಮತಿ ತಾಲೂಕು ಯುವ ಬ್ರಿಗೇಡ್ ಘಟಕದ ನೇತೃತ್ವದಲ್ಲಿ ಪಟ್ಟಣದ ಶ್ರೀವೀರಭದ್ರೇಶ್ವರ ಸ್ವಾಮಿ ದೇವಸ್ಥಾನದಿಂದ ಮಹಂತೇಶ್ವರ ದೇವಸ್ಥಾನದವರೆಗೂ ಉಗ್ರರ ವಿರುದ್ಧ ಘೋಷಣೆ ಕೂಗುತ್ತ ಪಂಜಿನ ಮೆರವಣಿಗೆ ನಡೆಸಿ ಆಕ್ರೋಶ ವ್ಯಕ್ತಪಡಿಸಿದರು. xyxy=(292,361,626,407)
award-photo xyxy=(968,138,1294,324)
registration-marks-mid-right xyxy=(812,2072,872,2086)
seminar-stage-text: Orientation Program xyxy=(419,1418,547,1431)
nutrition-kicker: ಸಂಸದೆ ಡಾ. ಪ್ರಭಾ ಮಲ್ಲಿಕಾರ್ಜುನ್ ಸಲಹೆ xyxy=(485,446,755,470)
brief-2-body xyxy=(36,589,262,649)
max-temp-value: 34 xyxy=(696,73,734,103)
mahile-text: ಹಾಲಿನಾಳ ಮಾಡಿಯಲ್ಲಿ ಮಹಿಳೆಯ ಮೇಲೆ ನಡೆದ ಹಲ್ಲೆ ಅಮಾನವೀಯವಾಗಿದ್ದು ಇದನ್ನು ತೀವ್ರವಾಗಿ ಖಂಡಿಸುತ್ತೇವೆ ಎಂದು ರಾಷ್ಟ್ರೀಯ ಮಹಿಳಾ ಆಯೋಗದ ಸದಸ್ಯೆ ಡಾ. ಅರ್ಚನಾ ಮಜುಂದಾರ್ ತಿಳಿಸಿದರು. ಸೋಮವಾರ ದಾವಣಗೆರೆ ಜಿಲ್ಲೆಯ ಚನ್ನಗಿರಿ ತಾಲೂಕು ತಾವರೆಕೆರೆ ಗ್ರಾಮಕ್ಕೆ ಭೇಟಿ ನೀಡಿ ಪರಿಶೀಲಿಸಿದರು. ಗ್ರಾಮದಲ್ಲಿ ಕಳೆದ ಏ.8ರಂದು ಮಹಿಳೆಯೊಬ್ಬರ ಮೇಲೆ ಹಲ್ಲೆ ನಡೆಸಿ ಮರಕ್ಕೆ ಕಟ್ಟಿಹಾಕಿ ವಿವಸ್ತ್ರಗೊಳಿಸಲು ಯತ್ನಿಸಿರುವ ಘಟನೆ ಖಂಡನೀಯ. ಆರೋಪಿಗಳನ್ನು ಬಂಧಿಸಲಾಗಿದ್ದು, ಸಂತ್ರಸ್ತೆಗೆ ನ್ಯಾಯ ಕೊಡಿಸುವ ನಿಟ್ಟಿನಲ್ಲಿ ಆಯೋಗ ಕ್ರಮ ಕೈಗೊಳ್ಳಲಿದೆ. ಮಹಿಳೆಯರ ಮೇಲಿನ ದೌರ್ಜನ್ಯ ತಡೆಯಲು ಸಮಾಜದ ಪ್ರತಿಯೊಬ್ಬರೂ ಎಚ್ಚರ ವಹಿಸಬೇಕು. ಪೊಲೀಸರು ಘಟನೆಯ ಬಗ್ಗೆ ಸಮಗ್ರ ತನಿಖೆ ನಡೆಸಿ ತಪ್ಪಿತಸ್ಥರಿಗೆ ಕಠಿಣ ಶಿಕ್ಷೆ ಆಗುವಂತೆ ಮಾಡಬೇಕು ಎಂದು ಸೂಚಿಸಿದರು. ಈ ವೇಳೆ ಜಿಲ್ಲಾ ಪೊಲೀಸ್ ವರಿಷ್ಠಾಧಿಕಾರಿ ಉಮಾ ಪ್ರಶಾಂತ್, ಹೆಚ್ಚುವರಿ ಪೊಲೀಸ್ ವರಿಷ್ಠಾಧಿಕಾರಿ, ಗ್ರಾಮ ಪಂಚಾಯಿತಿ ಸದಸ್ಯರು, ಗ್ರಾಮಸ್ಥರು ಉಪಸ್ಥಿತರಿದ್ದರು. ಮಹಿಳಾ ಆಯೋಗದ ಸದಸ್ಯೆ ಸಂತ್ರಸ್ತೆಯ ಕುಟುಂಬದೊಂದಿಗೆ ಮಾತನಾಡಿ ಧೈರ್ಯ ತುಂಬಿದರು. xyxy=(288,1107,1008,1172)
mahile-body xyxy=(288,1106,1008,1378)
seminar-table xyxy=(293,1497,732,1564)
janashakti-body xyxy=(968,636,1296,1050)
brief-4-dateline: ▪ ದಾವಣಗೆರೆ: xyxy=(36,1098,88,1110)
gavayi-body xyxy=(36,1762,236,2060)
date-label: 29 ಏಪ್ರಿಲ್ 2025 xyxy=(48,80,130,94)
nss-inset-text: ಬದುಕಿನಲ್ಲಿ ಶಿಸ್ತು ಬೆಳೆಸಲು ಪ್ರೇರೇಪಿಸುವ ಶಿಬಿರ. xyxy=(900,1916,980,1940)
shikshana-story xyxy=(748,1394,1300,1664)
seminar-caption: ದಾವಣಗೆರೆ ನಗರದ ಜಿ.ಎಂ ವಿಶ್ವವಿದ್ಯಾಲಯದ ವೃತ್ತಿಪರ ಪರಿಣಿತಿ ಕಾಲೇಜಿನಿಂದ ಚಲನಚಿತ್ರ ನಿರ್ಮಾಣ ಮತ್ತು ಛಾಯಾಗ್ರಹಣ ಕುರಿತು ದೃಷ್ಟಿಕೋನ ಕಾರ್ಯಕ್ರಮವನ್ನು ವಿಶ್ವವಿದ್ಯಾಲಯದ ಸಭಾಂಗಣದಲ್ಲಿ ಏರ್ಪಡಿಸಲಾಗಿತ್ತು. ಸಂಪನ್ಮೂಲ ವ್ಯಕ್ತಿಗಳಾಗಿ ಚಲನಚಿತ್ರ ನಿರ್ದೇಶಕ ಡಾ.ಕೆ.ಆರ್.ಉಪೇಂದ್ರ, ದೂರದರ್ಶನ ನಿರ್ದೇಶಕ ಶ್ರೀನಿವಾಸ್ ಕೌಶಿಕ್ ಪಾಲ್ಗೊಂಡಿದ್ದರು. ಜಿ.ಎಂ ವಿವಿ ರಿಜಿಸ್ಟ್ರಾರ್, ಕಾಲೇಜಿನ ನಿರ್ದೇಶಕ ಡಾ.ಬಿ.ಆರ್.ಶ್ರೀಧರ್, ಕಾರ್ಯಕ್ರಮ ವ್ಯವಸ್ಥಾಪಕ ಕಿರಣ್ ಕುಮಾರ್ ಮತ್ತಿತರರಿದ್ದರು. xyxy=(292,1569,732,1625)
paper-logo xyxy=(994,40,1300,122)
shikshana-body xyxy=(748,1426,1010,1662)
nss-photo xyxy=(894,1764,1144,1904)
pahalgam-text: ಕಾಶ್ಮೀರದ ಪಹಲ್ಗಾಮ್‌ನಲ್ಲಿ ಪ್ರವಾಸಕ್ಕೆ ತೆರಳಿದ್ದ ಹಿಂದೂಗಳ ಮೇಲೆ ಧರ್ಮ ಕೇಳಿ ದಾಳಿ ಮಾಡಲಾಗಿದೆ. ಹಿಂದೂಗಳ ಮೇಲಿನ ದಾಳಿ ಖಂಡನೀಯವಾಗಿದ್ದು ಪ್ರಧಾನ ಮೋದಿಯವರು ಉಗ್ರರ ನೆಲೆಗಳನ್ನು ನಾಶ ಮಾಡಿ ತಕ್ಕ ಉತ್ತರ ನೀಡಬೇಕು ಎಂದು ಮಾಜಿ ಸಚಿವ ಎಂ.ಪಿ.ರೇಣುಕಾಚಾರ್ಯ ಹೇಳಿದರು. ಯುವ ಬ್ರಿಗೇಡ್ ಮಂಗಳೂರು ವಿಭಾಗದ ಜಿಲ್ಲಾ ಸಹ ಸಂಚಾಲಕ ಶರತ್ ಎಸ್.ನಿರಂತ, ಯುವಬ್ರಿಗೇಡ್ ತಾಲೂಕು ಘಟಕದ ಸಂಚಾಲಕ ಸುಪ್ರಿತ್, ವೀರಶೈವ ಲಿಂಗಾಯಿತ ಸಮಾಜದ ತಾಲೂಕು ಅಧ್ಯಕ್ಷ ವಿರೇಶ್, ಶ್ರೀವೀರಭದ್ರೇಶ್ವರ ಸ್ವಾಮಿ ದೇವಸ್ಥಾನದ ಮಹಂತೇಶ್ವರ ವಿವಿಧ ಮುಖಂಡರು ಇದ್ದರು. xyxy=(644,163,946,258)
date-block xyxy=(36,64,236,124)
brief-3 xyxy=(36,668,262,1068)
